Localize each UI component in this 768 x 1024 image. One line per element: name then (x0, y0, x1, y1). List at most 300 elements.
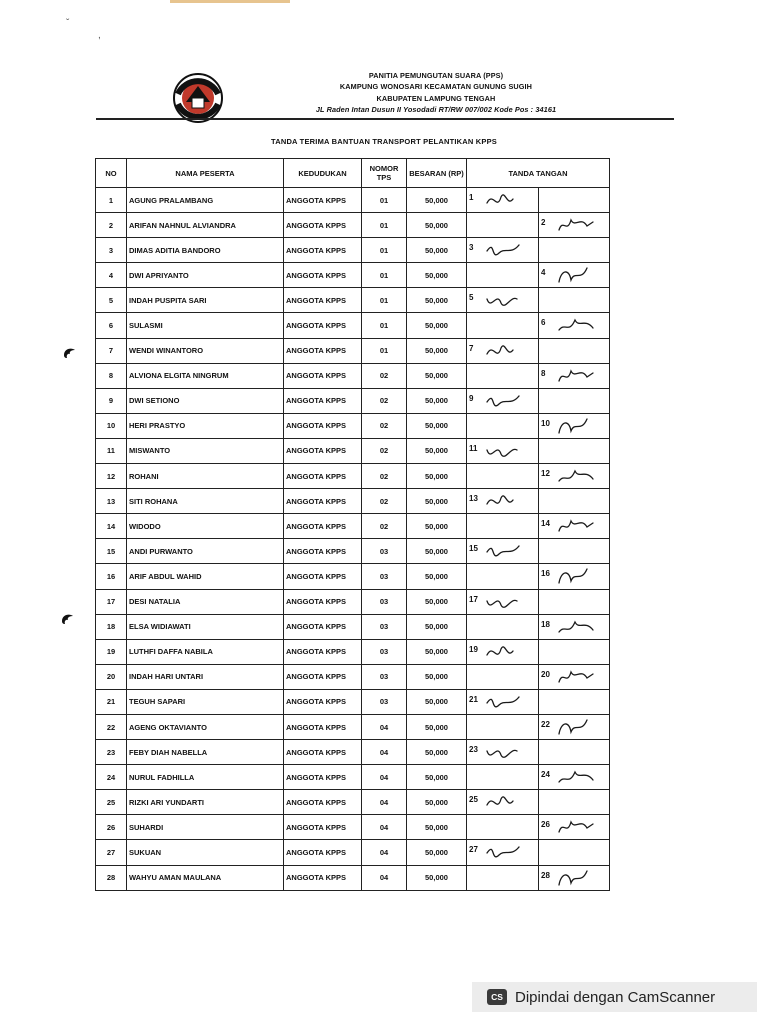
signature-cell-right (539, 514, 610, 539)
row-number: 17 (96, 589, 127, 614)
participant-name: SITI ROHANA (127, 489, 284, 514)
signature-number: 21 (469, 694, 478, 704)
signature-number: 1 (469, 193, 474, 202)
amount: 50,000 (407, 363, 467, 388)
handwritten-signature (479, 340, 531, 362)
signature-number: 26 (541, 820, 550, 830)
participant-position: ANGGOTA KPPS (284, 288, 362, 313)
signature-number: 9 (469, 393, 474, 403)
signature-cell-right (539, 840, 610, 865)
participant-position: ANGGOTA KPPS (284, 238, 362, 263)
handwritten-signature (479, 490, 531, 512)
signature-cell-right (539, 714, 610, 739)
row-number: 11 (96, 438, 127, 463)
signature-number: 16 (541, 569, 550, 579)
letterhead-address: JL Raden Intan Dusun II Yosodadi RT/RW 007/002 Kode Pos : 34161 (315, 104, 557, 114)
tps-number: 04 (362, 765, 407, 790)
handwritten-signature (551, 415, 603, 437)
participant-name: WIDODO (127, 514, 284, 539)
participant-position: ANGGOTA KPPS (284, 363, 362, 388)
handwritten-signature (479, 540, 531, 562)
row-number: 27 (96, 840, 127, 865)
tps-number: 01 (362, 338, 407, 363)
amount: 50,000 (407, 489, 467, 514)
col-amount-header: BESARAN (RP) (407, 159, 467, 188)
table-row (96, 514, 610, 539)
tps-number: 03 (362, 614, 407, 639)
signature-cell-right (539, 539, 610, 564)
signature-cell-left (467, 514, 539, 539)
row-number: 15 (96, 539, 127, 564)
table-row (96, 213, 610, 238)
punch-hole-icon (60, 612, 74, 628)
table-row (96, 714, 610, 739)
scanner-watermark (472, 982, 757, 1012)
signature-number: 2 (541, 218, 546, 228)
col-no-header: NO (96, 159, 127, 188)
tps-number: 04 (362, 714, 407, 739)
participant-position: ANGGOTA KPPS (284, 664, 362, 689)
participant-name: INDAH PUSPITA SARI (127, 288, 284, 313)
participant-position: ANGGOTA KPPS (284, 539, 362, 564)
participant-position: ANGGOTA KPPS (284, 213, 362, 238)
signature-cell-right (539, 639, 610, 664)
signature-cell-right (539, 464, 610, 489)
tps-number: 02 (362, 438, 407, 463)
row-number: 6 (96, 313, 127, 338)
participant-name: HERI PRASTYO (127, 413, 284, 438)
handwritten-signature (551, 314, 603, 336)
tps-number: 01 (362, 288, 407, 313)
participant-position: ANGGOTA KPPS (284, 464, 362, 489)
signature-number: 4 (541, 268, 546, 278)
signature-cell-right (539, 815, 610, 840)
amount: 50,000 (407, 765, 467, 790)
handwritten-signature (551, 816, 603, 838)
participant-position: ANGGOTA KPPS (284, 438, 362, 463)
amount: 50,000 (407, 438, 467, 463)
handwritten-signature (551, 716, 603, 738)
camscanner-logo-icon: CS (487, 989, 507, 1005)
handwritten-signature (479, 641, 531, 663)
paper-edge-stripe (170, 0, 290, 3)
tps-number: 02 (362, 464, 407, 489)
handwritten-signature (479, 239, 531, 261)
participant-position: ANGGOTA KPPS (284, 840, 362, 865)
participant-position: ANGGOTA KPPS (284, 689, 362, 714)
tps-number: 03 (362, 589, 407, 614)
signature-number: 7 (469, 343, 474, 353)
participant-name: WAHYU AMAN MAULANA (127, 865, 284, 890)
col-signature-header: TANDA TANGAN (467, 159, 610, 188)
tps-number: 04 (362, 790, 407, 815)
participant-position: ANGGOTA KPPS (284, 564, 362, 589)
tps-number: 04 (362, 740, 407, 765)
amount: 50,000 (407, 338, 467, 363)
letterhead (96, 70, 672, 122)
table-row (96, 338, 610, 363)
amount: 50,000 (407, 840, 467, 865)
participant-position: ANGGOTA KPPS (284, 388, 362, 413)
scanner-watermark-text: Dipindai dengan CamScanner (515, 988, 716, 1006)
signature-cell-left (467, 338, 539, 363)
tps-number: 02 (362, 413, 407, 438)
participant-position: ANGGOTA KPPS (284, 338, 362, 363)
col-name-header: NAMA PESERTA (127, 159, 284, 188)
row-number: 4 (96, 263, 127, 288)
signature-number: 19 (469, 644, 478, 654)
tps-number: 02 (362, 489, 407, 514)
table-row (96, 313, 610, 338)
participant-position: ANGGOTA KPPS (284, 790, 362, 815)
participant-name: LUTHFI DAFFA NABILA (127, 639, 284, 664)
signature-number: 28 (541, 870, 550, 880)
signature-cell-right (539, 564, 610, 589)
handwritten-signature (479, 390, 531, 412)
table-row (96, 388, 610, 413)
table-row (96, 288, 610, 313)
signature-cell-left (467, 865, 539, 890)
signature-cell-left (467, 489, 539, 514)
table-row (96, 865, 610, 890)
signature-cell-left (467, 740, 539, 765)
table-row (96, 765, 610, 790)
letterhead-divider (96, 118, 674, 120)
amount: 50,000 (407, 689, 467, 714)
handwritten-signature (551, 666, 603, 688)
signature-cell-right (539, 589, 610, 614)
signature-cell-right (539, 689, 610, 714)
table-row (96, 639, 610, 664)
row-number: 9 (96, 388, 127, 413)
handwritten-signature (479, 289, 531, 311)
table-row (96, 614, 610, 639)
signature-cell-left (467, 639, 539, 664)
amount: 50,000 (407, 388, 467, 413)
signature-number: 14 (541, 519, 550, 529)
signature-cell-right (539, 438, 610, 463)
tps-number: 02 (362, 388, 407, 413)
row-number: 5 (96, 288, 127, 313)
row-number: 19 (96, 639, 127, 664)
signature-number: 27 (469, 845, 478, 855)
participant-name: SUKUAN (127, 840, 284, 865)
amount: 50,000 (407, 238, 467, 263)
signature-cell-right (539, 338, 610, 363)
amount: 50,000 (407, 539, 467, 564)
signature-cell-left (467, 564, 539, 589)
row-number: 26 (96, 815, 127, 840)
row-number: 18 (96, 614, 127, 639)
participant-position: ANGGOTA KPPS (284, 714, 362, 739)
participant-name: INDAH HARI UNTARI (127, 664, 284, 689)
signature-cell-left (467, 689, 539, 714)
signature-number: 13 (469, 494, 478, 504)
table-row (96, 188, 610, 213)
signature-number: 22 (541, 719, 550, 729)
signature-number: 23 (469, 745, 478, 755)
signature-cell-right (539, 614, 610, 639)
row-number: 16 (96, 564, 127, 589)
signature-number: 12 (541, 469, 550, 479)
amount: 50,000 (407, 464, 467, 489)
participant-name: DWI SETIONO (127, 388, 284, 413)
signature-number: 10 (541, 418, 550, 428)
tps-number: 04 (362, 865, 407, 890)
signature-cell-right (539, 865, 610, 890)
table-row (96, 689, 610, 714)
row-number: 2 (96, 213, 127, 238)
letterhead-text (236, 70, 636, 115)
participant-name: AGENG OKTAVIANTO (127, 714, 284, 739)
signature-cell-left (467, 714, 539, 739)
row-number: 10 (96, 413, 127, 438)
signature-cell-left (467, 589, 539, 614)
row-number: 12 (96, 464, 127, 489)
handwritten-signature (551, 365, 603, 387)
participant-name: ANDI PURWANTO (127, 539, 284, 564)
receipt-table (95, 158, 610, 891)
signature-number: 15 (469, 544, 478, 554)
amount: 50,000 (407, 288, 467, 313)
row-number: 25 (96, 790, 127, 815)
signature-cell-right (539, 413, 610, 438)
signature-cell-left (467, 188, 539, 213)
signature-cell-left (467, 765, 539, 790)
participant-name: SUHARDI (127, 815, 284, 840)
signature-number: 17 (469, 594, 478, 604)
signature-cell-right (539, 790, 610, 815)
col-position-header: KEDUDUKAN (284, 159, 362, 188)
amount: 50,000 (407, 790, 467, 815)
participant-name: ELSA WIDIAWATI (127, 614, 284, 639)
letterhead-line-1: PANITIA PEMUNGUTAN SUARA (PPS) (368, 71, 504, 80)
signature-number: 11 (469, 443, 478, 453)
signature-cell-right (539, 188, 610, 213)
signature-cell-right (539, 238, 610, 263)
amount: 50,000 (407, 664, 467, 689)
signature-cell-left (467, 815, 539, 840)
table-row (96, 438, 610, 463)
tps-number: 03 (362, 539, 407, 564)
participant-position: ANGGOTA KPPS (284, 589, 362, 614)
tps-number: 04 (362, 815, 407, 840)
tps-number: 01 (362, 263, 407, 288)
signature-cell-right (539, 489, 610, 514)
handwritten-signature (551, 515, 603, 537)
table-row (96, 238, 610, 263)
signature-cell-right (539, 363, 610, 388)
amount: 50,000 (407, 614, 467, 639)
tps-number: 01 (362, 188, 407, 213)
table-row (96, 263, 610, 288)
handwritten-signature (479, 189, 531, 211)
table-row (96, 363, 610, 388)
signature-cell-left (467, 614, 539, 639)
signature-cell-left (467, 313, 539, 338)
row-number: 1 (96, 188, 127, 213)
signature-cell-left (467, 539, 539, 564)
handwritten-signature (551, 214, 603, 236)
col-tps-header: NOMOR TPS (362, 159, 407, 188)
participant-name: WENDI WINANTORO (127, 338, 284, 363)
handwritten-signature (551, 565, 603, 587)
punch-hole-icon (62, 346, 76, 362)
signature-number: 25 (469, 795, 478, 805)
letterhead-line-3: KABUPATEN LAMPUNG TENGAH (376, 93, 496, 103)
participant-position: ANGGOTA KPPS (284, 740, 362, 765)
handwritten-signature (551, 465, 603, 487)
signature-number: 18 (541, 619, 550, 629)
signature-cell-left (467, 413, 539, 438)
table-row (96, 464, 610, 489)
signature-cell-right (539, 313, 610, 338)
participant-name: DIMAS ADITIA BANDORO (127, 238, 284, 263)
table-row (96, 740, 610, 765)
signature-cell-right (539, 288, 610, 313)
handwritten-signature (479, 691, 531, 713)
row-number: 3 (96, 238, 127, 263)
row-number: 14 (96, 514, 127, 539)
tps-number: 01 (362, 238, 407, 263)
table-row (96, 790, 610, 815)
table-row (96, 840, 610, 865)
participant-name: AGUNG PRALAMBANG (127, 188, 284, 213)
participant-position: ANGGOTA KPPS (284, 614, 362, 639)
signature-cell-left (467, 288, 539, 313)
signature-number: 6 (541, 318, 546, 328)
row-number: 28 (96, 865, 127, 890)
signature-cell-left (467, 438, 539, 463)
signature-cell-left (467, 840, 539, 865)
participant-position: ANGGOTA KPPS (284, 263, 362, 288)
participant-name: DESI NATALIA (127, 589, 284, 614)
row-number: 23 (96, 740, 127, 765)
signature-number: 5 (469, 293, 474, 303)
amount: 50,000 (407, 740, 467, 765)
signature-cell-left (467, 238, 539, 263)
participant-position: ANGGOTA KPPS (284, 765, 362, 790)
participant-name: ARIFAN NAHNUL ALVIANDRA (127, 213, 284, 238)
signature-cell-right (539, 765, 610, 790)
table-row (96, 664, 610, 689)
participant-name: TEGUH SAPARI (127, 689, 284, 714)
participant-name: RIZKI ARI YUNDARTI (127, 790, 284, 815)
signature-cell-left (467, 263, 539, 288)
participant-name: FEBY DIAH NABELLA (127, 740, 284, 765)
amount: 50,000 (407, 865, 467, 890)
participant-position: ANGGOTA KPPS (284, 489, 362, 514)
tps-number: 01 (362, 313, 407, 338)
tps-number: 03 (362, 639, 407, 664)
row-number: 20 (96, 664, 127, 689)
signature-cell-left (467, 213, 539, 238)
ppk-emblem-icon (172, 72, 224, 124)
participant-position: ANGGOTA KPPS (284, 413, 362, 438)
amount: 50,000 (407, 589, 467, 614)
tps-number: 02 (362, 514, 407, 539)
participant-name: DWI APRIYANTO (127, 263, 284, 288)
signature-number: 20 (541, 669, 550, 679)
row-number: 8 (96, 363, 127, 388)
amount: 50,000 (407, 514, 467, 539)
participant-position: ANGGOTA KPPS (284, 514, 362, 539)
tps-number: 02 (362, 363, 407, 388)
tps-number: 04 (362, 840, 407, 865)
participant-name: SULASMI (127, 313, 284, 338)
handwritten-signature (479, 440, 531, 462)
amount: 50,000 (407, 188, 467, 213)
table-row (96, 539, 610, 564)
document-title: TANDA TERIMA BANTUAN TRANSPORT PELANTIKAN KPPS (270, 137, 497, 146)
participant-position: ANGGOTA KPPS (284, 639, 362, 664)
handwritten-signature (479, 841, 531, 863)
signature-number: 8 (541, 368, 546, 378)
signature-cell-right (539, 664, 610, 689)
handwritten-signature (479, 791, 531, 813)
row-number: 24 (96, 765, 127, 790)
scan-speck: , (98, 30, 101, 41)
letterhead-line-2: KAMPUNG WONOSARI KECAMATAN GUNUNG SUGIH (339, 82, 533, 92)
signature-cell-left (467, 664, 539, 689)
participant-position: ANGGOTA KPPS (284, 313, 362, 338)
tps-number: 01 (362, 213, 407, 238)
table-header-row (96, 159, 610, 188)
row-number: 21 (96, 689, 127, 714)
table-row (96, 564, 610, 589)
signature-number: 24 (541, 770, 550, 780)
amount: 50,000 (407, 564, 467, 589)
handwritten-signature (551, 766, 603, 788)
participant-position: ANGGOTA KPPS (284, 188, 362, 213)
signature-cell-left (467, 790, 539, 815)
signature-cell-right (539, 740, 610, 765)
amount: 50,000 (407, 639, 467, 664)
signature-cell-left (467, 464, 539, 489)
amount: 50,000 (407, 413, 467, 438)
table-row (96, 815, 610, 840)
amount: 50,000 (407, 213, 467, 238)
signature-cell-right (539, 388, 610, 413)
amount: 50,000 (407, 714, 467, 739)
amount: 50,000 (407, 815, 467, 840)
row-number: 22 (96, 714, 127, 739)
tps-number: 03 (362, 689, 407, 714)
row-number: 13 (96, 489, 127, 514)
signature-cell-right (539, 213, 610, 238)
participant-position: ANGGOTA KPPS (284, 865, 362, 890)
handwritten-signature (479, 591, 531, 613)
table-row (96, 413, 610, 438)
signature-number: 3 (469, 243, 474, 253)
scan-speck: ˇ (66, 18, 70, 29)
participant-name: ROHANI (127, 464, 284, 489)
handwritten-signature (551, 867, 603, 889)
table-row (96, 489, 610, 514)
signature-cell-left (467, 363, 539, 388)
amount: 50,000 (407, 263, 467, 288)
participant-name: NURUL FADHILLA (127, 765, 284, 790)
handwritten-signature (551, 264, 603, 286)
participant-position: ANGGOTA KPPS (284, 815, 362, 840)
tps-number: 03 (362, 564, 407, 589)
handwritten-signature (551, 616, 603, 638)
participant-name: ARIF ABDUL WAHID (127, 564, 284, 589)
row-number: 7 (96, 338, 127, 363)
participant-name: MISWANTO (127, 438, 284, 463)
handwritten-signature (479, 741, 531, 763)
table-row (96, 589, 610, 614)
